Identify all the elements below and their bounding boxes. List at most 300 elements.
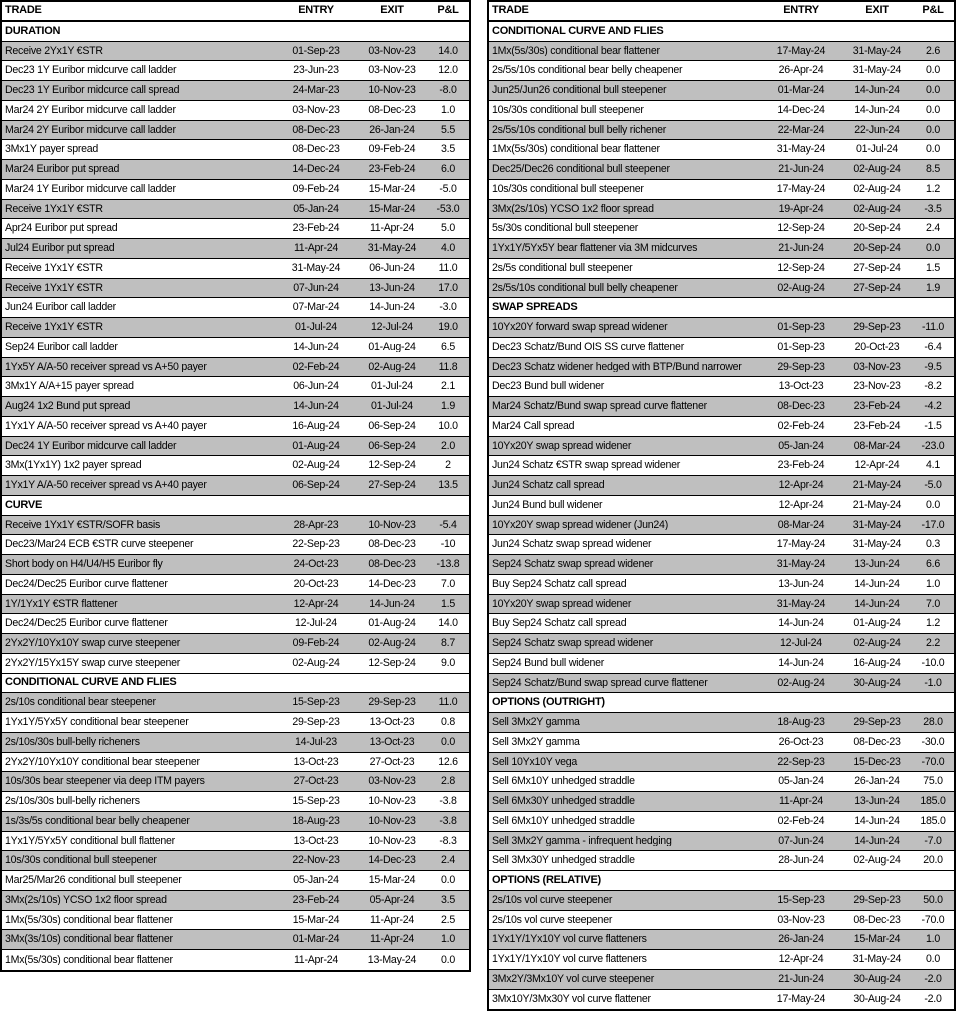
trade-table-left xyxy=(0,0,471,972)
pnl-cell: 14.0 xyxy=(438,618,458,629)
column-header-entry-date-cell: ENTRY xyxy=(298,5,334,17)
pnl-cell: -8.0 xyxy=(439,85,457,96)
trade-name-cell: 1Mx(5s/30s) conditional bear flattener xyxy=(492,144,660,155)
trade-name-cell: Apr24 Euribor put spread xyxy=(5,223,118,234)
trade-name-cell: 2s/10s vol curve steepener xyxy=(492,894,613,906)
pnl-cell: 17.0 xyxy=(438,282,458,294)
entry-date-cell: 01-Sep-23 xyxy=(777,341,825,353)
pnl-cell: 8.5 xyxy=(926,164,940,175)
entry-date-cell: 14-Jun-24 xyxy=(778,657,824,669)
pnl-cell: -5.0 xyxy=(439,183,457,195)
trade-name-cell: Receive 1Yx1Y €STR xyxy=(5,282,103,294)
exit-date-cell: 13-Oct-23 xyxy=(369,717,415,728)
pnl-cell: 7.0 xyxy=(926,598,940,610)
trade-name-cell: Jun24 Euribor call ladder xyxy=(5,302,116,313)
table-row xyxy=(489,121,954,141)
pnl-cell: 12.0 xyxy=(438,65,458,76)
trade-name-cell: Mar24 Euribor put spread xyxy=(5,164,120,175)
trade-name-cell: Dec23 Schatz/Bund OIS SS curve flattener xyxy=(492,341,684,353)
exit-date-cell: 01-Aug-24 xyxy=(368,618,416,629)
pnl-cell: -5.4 xyxy=(439,519,457,531)
entry-date-cell: 22-Mar-24 xyxy=(777,124,825,136)
entry-date-cell: 03-Nov-23 xyxy=(292,104,340,116)
table-row xyxy=(489,733,954,753)
table-row xyxy=(2,792,469,812)
trade-name-cell: Dec23 Bund bull widener xyxy=(492,381,605,392)
table-row xyxy=(489,555,954,575)
trade-name-cell: 3Mx2Y/3Mx10Y vol curve steepener xyxy=(492,973,654,985)
pnl-cell: 6.5 xyxy=(441,341,455,353)
exit-date-cell: 15-Dec-23 xyxy=(853,756,901,768)
pnl-cell: 1.2 xyxy=(926,183,940,195)
trade-name-cell: Mar24 Call spread xyxy=(492,420,575,432)
table-row xyxy=(489,614,954,634)
entry-date-cell: 11-Apr-24 xyxy=(778,796,824,807)
table-row xyxy=(489,634,954,654)
exit-date-cell: 03-Nov-23 xyxy=(368,65,416,76)
table-row xyxy=(489,417,954,437)
entry-date-cell: 02-Aug-24 xyxy=(777,677,825,689)
pnl-cell: 1.0 xyxy=(441,104,455,116)
pnl-cell: 0.0 xyxy=(926,144,940,155)
pnl-cell: 2.2 xyxy=(926,638,940,649)
trade-name-cell: 1Mx(5s/30s) conditional bear flattener xyxy=(5,914,173,926)
table-row xyxy=(2,772,469,792)
exit-date-cell: 03-Nov-23 xyxy=(853,361,901,373)
entry-date-cell: 01-Sep-23 xyxy=(292,45,340,57)
trade-name-cell: 1Yx1Y/1Yx10Y vol curve flatteners xyxy=(492,934,647,945)
trade-name-cell: 1Yx1Y/1Yx10Y vol curve flatteners xyxy=(492,954,647,965)
exit-date-cell: 14-Jun-24 xyxy=(854,835,900,847)
trade-name-cell: 10s/30s bear steepener via deep ITM payers xyxy=(5,776,205,787)
table-row xyxy=(2,871,469,891)
table-row xyxy=(2,219,469,239)
entry-date-cell: 18-Aug-23 xyxy=(777,717,825,728)
table-row xyxy=(2,516,469,536)
pnl-cell: -23.0 xyxy=(921,440,945,452)
column-header-entry-date-cell: ENTRY xyxy=(783,5,819,17)
entry-date-cell: 08-Dec-23 xyxy=(292,124,340,136)
trade-name-cell: Dec24/Dec25 Euribor curve flattener xyxy=(5,618,168,629)
entry-date-cell: 15-Sep-23 xyxy=(292,796,340,807)
exit-date-cell: 29-Sep-23 xyxy=(853,717,901,728)
trade-name-cell: Mar24 Schatz/Bund swap spread curve flattener xyxy=(492,401,707,412)
table-row xyxy=(2,200,469,220)
entry-date-cell: 06-Sep-24 xyxy=(292,480,340,491)
pnl-cell: 3.5 xyxy=(441,144,455,155)
pnl-cell: 0.0 xyxy=(441,875,455,886)
pnl-cell: 5.0 xyxy=(441,223,455,234)
exit-date-cell: 11-Apr-24 xyxy=(369,223,415,234)
exit-date-cell: 15-Mar-24 xyxy=(368,183,416,195)
entry-date-cell: 11-Apr-24 xyxy=(293,243,339,254)
entry-date-cell: 02-Feb-24 xyxy=(777,420,825,432)
trade-name-cell: Dec23 1Y Euribor midcurve call ladder xyxy=(5,65,177,76)
trade-name-cell: 1Mx(5s/30s) conditional bear flattener xyxy=(492,45,660,57)
section-title: OPTIONS (OUTRIGHT) xyxy=(492,697,605,709)
entry-date-cell: 17-May-24 xyxy=(776,183,826,195)
entry-date-cell: 28-Jun-24 xyxy=(778,855,824,866)
pnl-cell: -9.5 xyxy=(924,361,942,373)
table-row xyxy=(2,851,469,871)
trade-name-cell: 2Yx2Y/10Yx10Y conditional bear steepener xyxy=(5,756,200,768)
entry-date-cell: 19-Apr-24 xyxy=(778,203,824,215)
trade-name-cell: Jun24 Schatz swap spread widener xyxy=(492,539,652,550)
exit-date-cell: 03-Nov-23 xyxy=(368,776,416,787)
exit-date-cell: 12-Sep-24 xyxy=(368,460,416,471)
trade-table-right xyxy=(487,0,956,1011)
table-row xyxy=(2,733,469,753)
column-header-exit-date-cell: EXIT xyxy=(380,5,404,17)
entry-date-cell: 05-Jan-24 xyxy=(778,776,824,787)
table-row xyxy=(489,990,954,1010)
trade-name-cell: 1Yx1Y/5Yx5Y conditional bear steepener xyxy=(5,717,189,728)
pnl-cell: -7.0 xyxy=(924,835,942,847)
exit-date-cell: 29-Sep-23 xyxy=(853,894,901,906)
trade-name-cell: 10Yx20Y swap spread widener xyxy=(492,598,632,610)
exit-date-cell: 14-Jun-24 xyxy=(854,104,900,116)
trade-name-cell: Receive 1Yx1Y €STR xyxy=(5,322,103,333)
pnl-cell: 0.0 xyxy=(441,954,455,966)
trade-name-cell: 1Y/1Yx1Y €STR flattener xyxy=(5,598,118,610)
pnl-cell: 10.0 xyxy=(438,420,458,432)
exit-date-cell: 23-Feb-24 xyxy=(368,164,416,175)
entry-date-cell: 14-Jun-24 xyxy=(293,401,339,412)
trade-name-cell: Sell 6Mx10Y unhedged straddle xyxy=(492,815,635,827)
exit-date-cell: 10-Nov-23 xyxy=(368,815,416,827)
trade-name-cell: Dec24/Dec25 Euribor curve flattener xyxy=(5,578,168,590)
trade-name-cell: Receive 1Yx1Y €STR xyxy=(5,203,103,215)
trade-name-cell: Jun24 Schatz call spread xyxy=(492,480,605,491)
section-header-row xyxy=(489,871,954,891)
pnl-cell: -8.3 xyxy=(439,835,457,847)
exit-date-cell: 26-Jan-24 xyxy=(369,124,415,136)
table-row xyxy=(489,674,954,694)
entry-date-cell: 07-Jun-24 xyxy=(293,282,339,294)
entry-date-cell: 01-Mar-24 xyxy=(292,934,340,945)
entry-date-cell: 26-Apr-24 xyxy=(778,65,824,76)
exit-date-cell: 08-Dec-23 xyxy=(368,104,416,116)
table-row xyxy=(489,219,954,239)
column-header-pnl-cell: P&L xyxy=(437,5,459,17)
trade-name-cell: 1Yx1Y/5Yx5Y conditional bull flattener xyxy=(5,835,175,847)
pnl-cell: 0.0 xyxy=(441,736,455,748)
exit-date-cell: 11-Apr-24 xyxy=(369,914,415,926)
entry-date-cell: 08-Dec-23 xyxy=(292,144,340,155)
entry-date-cell: 02-Feb-24 xyxy=(777,815,825,827)
table-row xyxy=(489,358,954,378)
table-row xyxy=(489,279,954,299)
table-row xyxy=(2,614,469,634)
exit-date-cell: 01-Jul-24 xyxy=(856,144,898,155)
entry-date-cell: 12-Apr-24 xyxy=(778,954,824,965)
table-row xyxy=(489,772,954,792)
pnl-cell: -3.8 xyxy=(439,815,457,827)
trade-name-cell: Mar24 1Y Euribor midcurve call ladder xyxy=(5,183,176,195)
entry-date-cell: 02-Feb-24 xyxy=(292,361,340,373)
table-row xyxy=(2,575,469,595)
entry-date-cell: 17-May-24 xyxy=(776,994,826,1005)
exit-date-cell: 13-Jun-24 xyxy=(854,796,900,807)
section-title: CONDITIONAL CURVE AND FLIES xyxy=(492,25,664,37)
entry-date-cell: 12-Jul-24 xyxy=(295,618,337,629)
trade-name-cell: Dec23 Schatz widener hedged with BTP/Bund narrower xyxy=(492,361,742,373)
table-row xyxy=(489,891,954,911)
table-row xyxy=(489,713,954,733)
table-row xyxy=(2,81,469,101)
table-row xyxy=(2,259,469,279)
exit-date-cell: 31-May-24 xyxy=(852,65,902,76)
exit-date-cell: 14-Jun-24 xyxy=(854,578,900,590)
exit-date-cell: 23-Feb-24 xyxy=(853,401,901,412)
exit-date-cell: 02-Aug-24 xyxy=(853,203,901,215)
trade-name-cell: 2s/10s/30s bull-belly richeners xyxy=(5,736,140,748)
section-title: CURVE xyxy=(5,499,43,511)
entry-date-cell: 01-Jul-24 xyxy=(295,322,337,333)
entry-date-cell: 12-Apr-24 xyxy=(293,598,339,610)
pnl-cell: 19.0 xyxy=(438,322,458,333)
table-row xyxy=(489,42,954,62)
trade-name-cell: Sell 3Mx2Y gamma xyxy=(492,736,580,748)
table-row xyxy=(2,476,469,496)
trade-name-cell: 2Yx2Y/10Yx10Y swap curve steepener xyxy=(5,638,181,649)
pnl-cell: 2.1 xyxy=(441,381,455,392)
exit-date-cell: 05-Apr-24 xyxy=(369,894,415,906)
table-row xyxy=(489,101,954,121)
entry-date-cell: 26-Jan-24 xyxy=(778,934,824,945)
trade-name-cell: 10Yx20Y swap spread widener (Jun24) xyxy=(492,519,668,531)
pnl-cell: 2.0 xyxy=(441,440,455,452)
exit-date-cell: 29-Sep-23 xyxy=(853,322,901,333)
entry-date-cell: 01-Aug-24 xyxy=(292,440,340,452)
exit-date-cell: 14-Dec-23 xyxy=(368,855,416,866)
trade-name-cell: Receive 1Yx1Y €STR/SOFR basis xyxy=(5,519,161,531)
exit-date-cell: 08-Mar-24 xyxy=(853,440,901,452)
trade-name-cell: Jun24 Bund bull widener xyxy=(492,499,603,511)
column-header-pnl-cell: P&L xyxy=(922,5,944,17)
table-row xyxy=(489,654,954,674)
pnl-cell: 2.4 xyxy=(926,223,940,234)
exit-date-cell: 23-Feb-24 xyxy=(853,420,901,432)
trade-name-cell: Buy Sep24 Schatz call spread xyxy=(492,618,627,629)
trade-name-cell: 10Yx20Y forward swap spread widener xyxy=(492,322,668,333)
table-row xyxy=(489,832,954,852)
pnl-cell: 13.5 xyxy=(438,480,458,491)
trade-name-cell: Sell 6Mx10Y unhedged straddle xyxy=(492,776,635,787)
exit-date-cell: 16-Aug-24 xyxy=(853,657,901,669)
exit-date-cell: 13-Oct-23 xyxy=(369,736,415,748)
entry-date-cell: 08-Mar-24 xyxy=(777,519,825,531)
exit-date-cell: 20-Sep-24 xyxy=(853,243,901,254)
pnl-cell: -11.0 xyxy=(921,322,945,333)
table-row xyxy=(2,377,469,397)
exit-date-cell: 01-Aug-24 xyxy=(368,341,416,353)
trade-name-cell: Sell 3Mx2Y gamma xyxy=(492,717,580,728)
exit-date-cell: 01-Jul-24 xyxy=(371,381,413,392)
table-row xyxy=(489,930,954,950)
table-row xyxy=(489,239,954,259)
exit-date-cell: 08-Dec-23 xyxy=(853,914,901,926)
table-row xyxy=(489,61,954,81)
entry-date-cell: 02-Aug-24 xyxy=(292,657,340,669)
trade-name-cell: Mar25/Mar26 conditional bull steepener xyxy=(5,875,182,886)
exit-date-cell: 06-Sep-24 xyxy=(368,420,416,432)
exit-date-cell: 14-Jun-24 xyxy=(854,598,900,610)
entry-date-cell: 12-Sep-24 xyxy=(777,262,825,274)
column-header-trade-name-cell: TRADE xyxy=(492,5,529,17)
entry-date-cell: 27-Oct-23 xyxy=(293,776,339,787)
pnl-cell: -13.8 xyxy=(436,559,460,570)
pnl-cell: -6.4 xyxy=(924,341,942,353)
trade-name-cell: 10s/30s conditional bull steepener xyxy=(492,183,644,195)
trade-name-cell: Sep24 Schatz swap spread widener xyxy=(492,559,654,570)
exit-date-cell: 13-May-24 xyxy=(367,954,417,966)
pnl-cell: 1.0 xyxy=(441,934,455,945)
pnl-cell: -3.8 xyxy=(439,796,457,807)
table-row xyxy=(489,437,954,457)
trade-name-cell: Sep24 Schatz swap spread widener xyxy=(492,638,654,649)
pnl-cell: 20.0 xyxy=(923,855,943,866)
entry-date-cell: 01-Mar-24 xyxy=(777,85,825,96)
exit-date-cell: 15-Mar-24 xyxy=(368,875,416,886)
trade-name-cell: Sep24 Schatz/Bund swap spread curve flattener xyxy=(492,677,708,689)
table-row xyxy=(2,753,469,773)
entry-date-cell: 06-Jun-24 xyxy=(293,381,339,392)
trade-name-cell: 1Yx5Y A/A-50 receiver spread vs A+50 payer xyxy=(5,361,207,373)
entry-date-cell: 31-May-24 xyxy=(776,559,826,570)
exit-date-cell: 30-Aug-24 xyxy=(853,677,901,689)
table-row xyxy=(2,279,469,299)
exit-date-cell: 14-Jun-24 xyxy=(369,302,415,313)
table-row xyxy=(2,713,469,733)
section-header-row xyxy=(489,693,954,713)
exit-date-cell: 02-Aug-24 xyxy=(853,183,901,195)
entry-date-cell: 05-Jan-24 xyxy=(293,875,339,886)
exit-date-cell: 02-Aug-24 xyxy=(853,164,901,175)
trade-name-cell: Aug24 1x2 Bund put spread xyxy=(5,401,131,412)
pnl-cell: -10.0 xyxy=(921,657,945,669)
trade-name-cell: Sell 10Yx10Y vega xyxy=(492,756,578,768)
table-row xyxy=(2,180,469,200)
entry-date-cell: 14-Dec-24 xyxy=(777,104,825,116)
exit-date-cell: 11-Apr-24 xyxy=(369,934,415,945)
entry-date-cell: 31-May-24 xyxy=(776,144,826,155)
trade-name-cell: Sell 3Mx30Y unhedged straddle xyxy=(492,855,635,866)
entry-date-cell: 23-Feb-24 xyxy=(292,894,340,906)
entry-date-cell: 12-Apr-24 xyxy=(778,480,824,491)
pnl-cell: 75.0 xyxy=(923,776,943,787)
table-row xyxy=(2,42,469,62)
entry-date-cell: 22-Sep-23 xyxy=(292,539,340,550)
pnl-cell: 1.9 xyxy=(441,401,455,412)
exit-date-cell: 21-May-24 xyxy=(852,480,902,491)
pnl-cell: -70.0 xyxy=(921,914,945,926)
exit-date-cell: 13-Jun-24 xyxy=(854,559,900,570)
entry-date-cell: 07-Mar-24 xyxy=(292,302,340,313)
pnl-cell: 2.6 xyxy=(926,45,940,57)
trade-name-cell: 2s/10s vol curve steepener xyxy=(492,914,613,926)
trade-name-cell: Dec23/Mar24 ECB €STR curve steepener xyxy=(5,539,194,550)
pnl-cell: 0.0 xyxy=(926,104,940,116)
exit-date-cell: 20-Oct-23 xyxy=(854,341,900,353)
exit-date-cell: 10-Nov-23 xyxy=(368,85,416,96)
pnl-cell: 8.7 xyxy=(441,638,455,649)
pnl-cell: 1.0 xyxy=(926,934,940,945)
exit-date-cell: 31-May-24 xyxy=(852,519,902,531)
table-row xyxy=(489,516,954,536)
trade-name-cell: 10s/30s conditional bull steepener xyxy=(492,104,644,116)
section-header-row xyxy=(2,22,469,42)
exit-date-cell: 29-Sep-23 xyxy=(368,697,416,708)
entry-date-cell: 13-Oct-23 xyxy=(778,381,824,392)
exit-date-cell: 12-Jul-24 xyxy=(371,322,413,333)
trade-name-cell: 3Mx(2s/10s) YCSO 1x2 floor spread xyxy=(5,894,167,906)
entry-date-cell: 28-Apr-23 xyxy=(293,519,339,531)
trade-name-cell: 2s/10s conditional bear steepener xyxy=(5,697,156,708)
table-row xyxy=(2,298,469,318)
pnl-cell: -70.0 xyxy=(921,756,945,768)
pnl-cell: -5.0 xyxy=(924,480,942,491)
exit-date-cell: 26-Jan-24 xyxy=(854,776,900,787)
trade-name-cell: Mar24 2Y Euribor midcurve call ladder xyxy=(5,124,176,136)
trade-name-cell: 3Mx1Y payer spread xyxy=(5,144,99,155)
entry-date-cell: 29-Sep-23 xyxy=(292,717,340,728)
pnl-cell: -53.0 xyxy=(436,203,460,215)
pnl-cell: 0.3 xyxy=(926,539,940,550)
entry-date-cell: 09-Feb-24 xyxy=(292,183,340,195)
entry-date-cell: 20-Oct-23 xyxy=(293,578,339,590)
trade-name-cell: 3Mx(3s/10s) conditional bear flattener xyxy=(5,934,173,945)
entry-date-cell: 24-Oct-23 xyxy=(293,559,339,570)
exit-date-cell: 30-Aug-24 xyxy=(853,973,901,985)
entry-date-cell: 21-Jun-24 xyxy=(778,973,824,985)
entry-date-cell: 12-Apr-24 xyxy=(778,499,824,511)
entry-date-cell: 18-Aug-23 xyxy=(292,815,340,827)
table-row xyxy=(489,496,954,516)
entry-date-cell: 05-Jan-24 xyxy=(293,203,339,215)
trade-name-cell: 3Mx(1Yx1Y) 1x2 payer spread xyxy=(5,460,142,471)
table-row xyxy=(2,950,469,970)
entry-date-cell: 14-Dec-24 xyxy=(292,164,340,175)
table-row xyxy=(2,812,469,832)
entry-date-cell: 22-Sep-23 xyxy=(777,756,825,768)
trade-name-cell: 5s/30s conditional bull steepener xyxy=(492,223,639,234)
entry-date-cell: 14-Jul-23 xyxy=(295,736,337,748)
section-header-row xyxy=(2,496,469,516)
exit-date-cell: 27-Oct-23 xyxy=(369,756,415,768)
section-header-row xyxy=(2,674,469,694)
exit-date-cell: 21-May-24 xyxy=(852,499,902,511)
table-row xyxy=(489,397,954,417)
pnl-cell: 50.0 xyxy=(923,894,943,906)
pnl-cell: 0.0 xyxy=(926,65,940,76)
table-row xyxy=(489,259,954,279)
exit-date-cell: 14-Jun-24 xyxy=(854,815,900,827)
trade-name-cell: Receive 2Yx1Y €STR xyxy=(5,45,103,57)
table-row xyxy=(2,239,469,259)
pnl-cell: 11.0 xyxy=(438,697,458,708)
table-row xyxy=(489,338,954,358)
table-row xyxy=(2,101,469,121)
entry-date-cell: 14-Jun-24 xyxy=(778,618,824,629)
section-title: DURATION xyxy=(5,25,61,37)
exit-date-cell: 08-Dec-23 xyxy=(853,736,901,748)
exit-date-cell: 10-Nov-23 xyxy=(368,835,416,847)
exit-date-cell: 09-Feb-24 xyxy=(368,144,416,155)
trade-name-cell: 2s/5s/10s conditional bull belly cheapener xyxy=(492,282,678,294)
entry-date-cell: 24-Mar-23 xyxy=(292,85,340,96)
trade-name-cell: Sell 6Mx30Y unhedged straddle xyxy=(492,796,635,807)
